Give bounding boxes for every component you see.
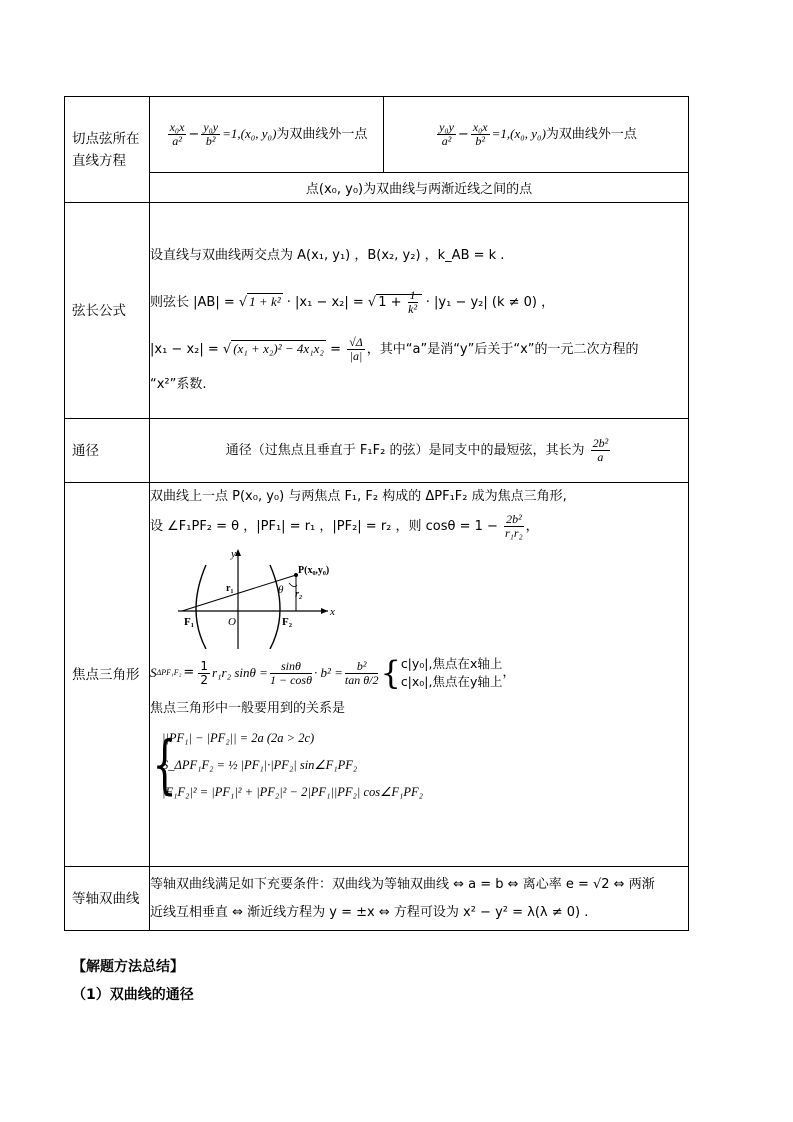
chord-line3: |x₁ − x₂| = √ (x₁ + x₂)² − 4x₁x₂ = $\frac{√\Delta}{|a|}$ ，其中“a”是消“y”后关于“x”的一元二次方程的 — [150, 334, 639, 363]
cases-brace: { — [380, 654, 401, 692]
frac: $\frac{\sin\theta}{1 - \cos\theta}$ — [269, 658, 312, 687]
equilateral-line2: 近线互相垂直 ⇔ 渐近线方程为 y = ±x ⇔ 方程可设为 x² − y² = λ(λ ≠ 0) . — [150, 904, 589, 920]
r2-label: r₂ — [295, 589, 303, 600]
equilateral-line1: 等轴双曲线满足如下充要条件：双曲线为等轴双曲线 ⇔ a = b ⇔ 离心率 e = √2 ⇔ 两渐 — [150, 876, 655, 892]
frac: $\frac{1}{\text{k²}}$ — [408, 287, 418, 316]
focal-line2: 设 ∠F₁PF₂ = θ ，|PF₁| = r₁ ，|PF₂| = r₂ ，则 cosθ = 1 − $\frac{\text{2b²}}{\text{r₁r₂}}$ ， — [150, 512, 539, 540]
row-label-focal: 焦点三角形 — [65, 483, 150, 867]
relations-system — [150, 725, 688, 805]
frac: $\frac{√\Delta}{|a|}$ — [349, 334, 363, 363]
row-label-tangent: 切点弦所在直线方程 — [65, 97, 150, 203]
system-brace: { — [152, 728, 177, 802]
chord-line4: “x²”系数. — [150, 376, 207, 392]
tangent-right-cell: $\frac{\text{y₀y}}{\text{a²}}$ − $\frac{\text{x₀x}}{\text{b²}}$ =1,(x₀, y₀)为双曲线外一点 — [384, 97, 689, 173]
latus-cell: 通径（过焦点且垂直于 F₁F₂ 的弦）是同支中的最短弦，其长为 $\frac{\text{2b²}}{a}$ — [150, 419, 689, 483]
f2-label: F₂ — [282, 616, 293, 628]
subsection-title: （1）双曲线的通径 — [72, 987, 194, 1003]
area-cases: c|y₀|,焦点在x轴上 c|x₀|,焦点在y轴上 — [400, 656, 503, 689]
row-label-latus: 通径 — [65, 419, 150, 483]
frac: $\frac{\text{b²}}{\text{tan θ/2}}$ — [344, 658, 379, 687]
relation-2: S_ΔPF₁F₂ = ½ |PF₁|·|PF₂| sin∠F₁PF₂ — [162, 757, 358, 772]
frac: $\frac{\text{2b²}}{\text{r₁r₂}}$ — [505, 512, 523, 540]
row-label-equilateral: 等轴双曲线 — [65, 867, 150, 931]
section-title: 【解题方法总结】 — [72, 959, 184, 975]
y-axis-label: y — [231, 548, 236, 560]
theta-label: θ — [278, 584, 284, 596]
relation-1: ||PF₁| − |PF₂|| = 2a (2a > 2c) — [162, 731, 315, 746]
frac: $\frac{\text{y₀y}}{\text{a²}}$ — [439, 120, 454, 148]
chord-cell — [150, 203, 689, 419]
relation-3: |F₁F₂|² = |PF₁|² + |PF₂|² − 2|PF₁||PF₂| cos∠F₁PF₂ — [162, 784, 423, 799]
tangent-left-cell: $\frac{\text{x₀x}}{\text{a²}}$ − $\frac{\text{y₀y}}{\text{b²}}$ =1,(x₀, y₀)为双曲线外一点 — [150, 97, 384, 173]
hyperbola-properties-table — [64, 96, 689, 931]
chord-line1: 设直线与双曲线两交点为 A(x₁, y₁) ，B(x₂, y₂) ，k_AB = k . — [150, 247, 505, 263]
chord-line2: 则弦长 |AB| = √ 1 + k² · |x₁ − x₂| = √ 1 + $\frac{1}{\text{k²}}$ · |y₁ − y₂| (k ≠ 0) ， — [150, 287, 555, 316]
relations-title: 焦点三角形中一般要用到的关系是 — [150, 701, 346, 716]
equilateral-cell — [150, 867, 689, 931]
hyperbola-right-branch — [270, 565, 280, 649]
focal-line1: 双曲线上一点 P(x₀, y₀) 与两焦点 F₁, F₂ 构成的 ΔPF₁F₂ 成为焦点三角形, — [150, 489, 567, 504]
frac: $\frac{1}{2}$ — [200, 658, 208, 687]
frac: $\frac{\text{x₀x}}{\text{b²}}$ — [472, 120, 488, 148]
x-axis-arrow — [321, 608, 328, 614]
focal-area-formula: S ΔPF₁F₂ = $\frac{1}{2}$ r₁r₂ sinθ = $\frac{\sin\theta}{1 - \cos\theta}$ · b² = $\frac{\text{b²}}{\text{tan θ/2}}$ { c|y₀|,焦点在x轴上 c|x₀|,焦点在y轴上 ， — [150, 654, 516, 692]
tangent-bottom-cell: 点(x₀, y₀)为双曲线与两渐近线之间的点 — [150, 173, 689, 203]
focal-triangle-diagram — [168, 545, 368, 649]
hyperbola-left-branch — [196, 565, 206, 649]
x-axis-label: x — [330, 606, 335, 618]
frac: $\frac{\text{y₀y}}{\text{b²}}$ — [203, 120, 219, 148]
origin-label: O — [228, 616, 236, 628]
y-axis-arrow — [235, 549, 241, 556]
frac: $\frac{\text{x₀x}}{\text{a²}}$ — [169, 120, 185, 148]
frac: $\frac{\text{2b²}}{a}$ — [592, 436, 609, 464]
focal-cell — [150, 483, 689, 867]
point-p-label: P(x₀,y₀) — [298, 565, 330, 576]
f1-label: F₁ — [184, 616, 195, 628]
r1-label: r₁ — [226, 583, 234, 594]
row-label-chord: 弦长公式 — [65, 203, 150, 419]
frac: 1 + — [378, 294, 406, 310]
